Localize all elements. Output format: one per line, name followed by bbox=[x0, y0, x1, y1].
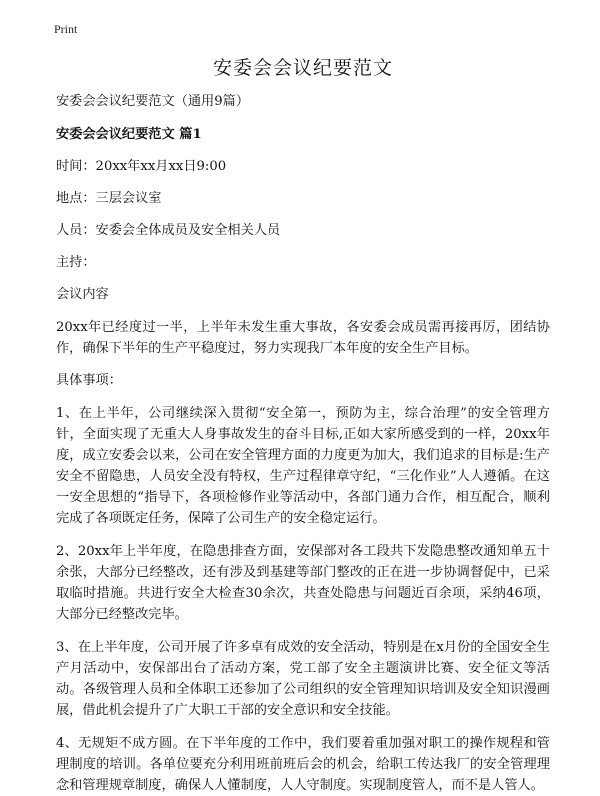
meeting-time: 时间：20xx年xx月xx日9:00 bbox=[56, 159, 227, 174]
document-subtitle: 安委会会议纪要范文（通用9篇） bbox=[56, 94, 250, 109]
content-label: 会议内容 bbox=[56, 287, 109, 302]
meeting-host: 主持： bbox=[56, 255, 96, 270]
meeting-attendees: 人员：安委会全体成员及安全相关人员 bbox=[56, 223, 281, 238]
document-title: 安委会会议纪要范文 bbox=[212, 57, 393, 79]
meeting-location: 地点：三层会议室 bbox=[56, 191, 162, 206]
items-label: 具体事项： bbox=[56, 373, 122, 388]
item-paragraph-3: 3、在上半年度，公司开展了许多卓有成效的安全活动，特别是在x月份的全国安全生产月活动中，安保部出台了活动方案，党工部了安全主题演讲比赛、安全征文等活动。各级管理人员和全体职工还参加了公司组织的安全管理知识培训及安全知识漫画展，借此机会提升了广大职工干部的安全意识和安全技能。 bbox=[56, 640, 550, 718]
item-paragraph-1: 1、在上半年，公司继续深入贯彻“安全第一，预防为主，综合治理”的安全管理方针，全面实现了无重大人身事故发生的奋斗目标,正如大家所感受到的一样，20xx年度，成立安委会以来，公司在安全管理方面的力度更为加大，我们追求的目标是:生产安全不留隐患，人员安全没有特权，生产过程律章守纪，“三化作业”人人遵循。在这一安全思想的“指导下，各项检修作业等活动中，各部门通力合作，相互配合，顺利完成了各项既定任务，保障了公司生产的安全稳定运行。 bbox=[56, 406, 550, 526]
intro-paragraph: 20xx年已经度过一半，上半年未发生重大事故，各安委会成员需再接再厉，团结协作，确保下半年的生产平稳度过，努力实现我厂本年度的安全生产目标。 bbox=[56, 320, 550, 356]
section-heading: 安委会会议纪要范文 篇1 bbox=[56, 127, 202, 142]
item-paragraph-4: 4、无规矩不成方圆。在下半年度的工作中，我们要着重加强对职工的操作规程和管理制度的培训。各单位要充分利用班前班后会的机会，给职工传达我厂的安全管理理念和管理规章制度，确保人人懂制度，人人守制度。实现制度管人，而不是人管人。 bbox=[56, 736, 550, 793]
document-body bbox=[56, 50, 550, 796]
print-link[interactable]: Print bbox=[54, 22, 78, 36]
item-paragraph-2: 2、20xx年上半年度，在隐患排查方面，安保部对各工段共下发隐患整改通知单五十余张，大部分已经整改，还有涉及到基建等部门整改的正在进一步协调督促中，已采取临时措施。共进行安全大检查30余次，共查处隐患与问题近百余项，采纳46项，大部分已经整改完毕。 bbox=[56, 544, 550, 622]
